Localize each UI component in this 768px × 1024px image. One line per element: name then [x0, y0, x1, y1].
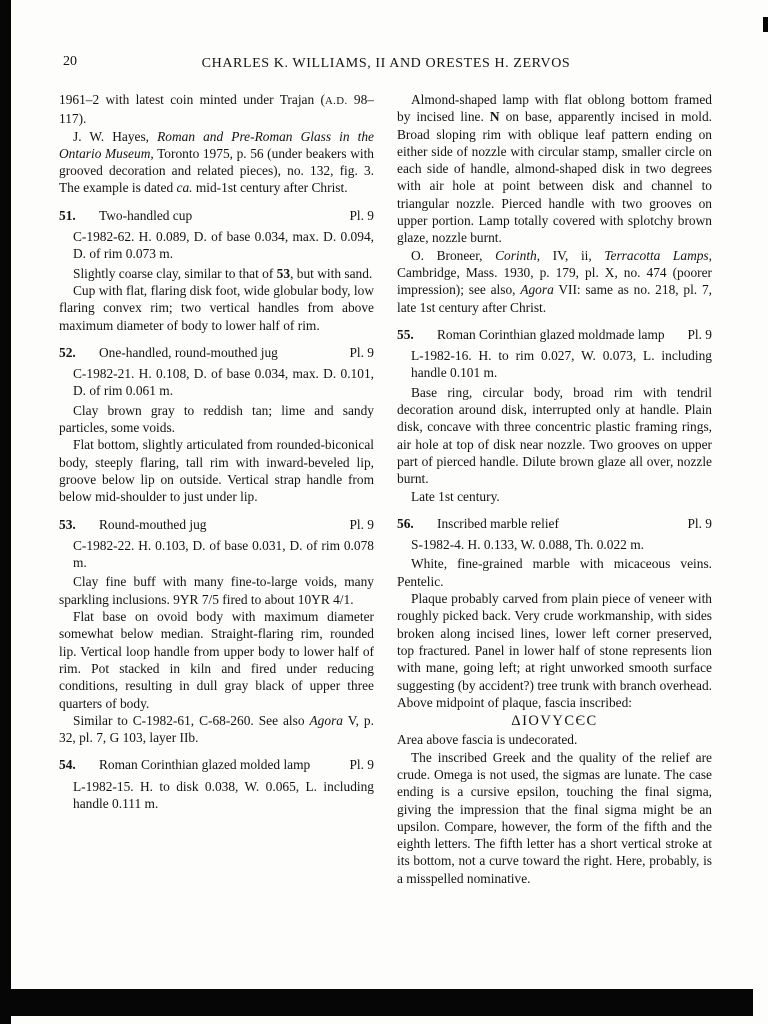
measurements-paragraph: L-1982-15. H. to disk 0.038, W. 0.065, L. including handle 0.111 m.	[73, 778, 374, 811]
catalog-entry-heading	[59, 516, 374, 533]
plate-reference: Pl. 9	[349, 207, 374, 223]
entry-number: 56.	[397, 515, 414, 531]
scan-mark-top-right	[763, 17, 768, 32]
entry-title: Two-handled cup	[99, 207, 193, 223]
paragraph	[397, 590, 712, 711]
text-run: Area above fascia is undecorated.	[397, 732, 578, 748]
text-run: , IV, ii,	[536, 247, 605, 263]
text-run: Base ring, circular body, broad rim with tendril decoration around disk, interrupted only at handle. Plain disk, concave with three concentric plastic framing rings, air hole at top of disk near nozzle. Two grooves on upper part of pierced handle. Dilute brown glaze all over, nozzle burnt.	[397, 384, 712, 487]
plate-reference: Pl. 9	[349, 757, 374, 773]
paragraph	[397, 488, 712, 505]
text-run: Late 1st century.	[411, 488, 500, 504]
entry-title: Roman Corinthian glazed molded lamp	[99, 757, 311, 773]
text-run: VII: same as no. 218, pl. 7, late 1st century after Christ.	[397, 282, 712, 315]
catalog-entry-heading	[397, 326, 712, 343]
text-run: mid-1st century after Christ.	[192, 180, 348, 196]
paragraph	[59, 128, 374, 197]
plate-reference: Pl. 9	[687, 326, 712, 342]
text-run: J. W. Hayes,	[73, 128, 158, 144]
measurements-paragraph: C-1982-21. H. 0.108, D. of base 0.034, max. D. 0.101, D. of rim 0.061 m.	[73, 366, 374, 399]
entry-number: 54.	[59, 757, 76, 773]
measurements-paragraph: C-1982-62. H. 0.089, D. of base 0.034, max. D. 0.094, D. of rim 0.073 m.	[73, 229, 374, 262]
text-run: 1961–2 with latest coin minted under Trajan (	[59, 92, 325, 107]
text-run: Slightly coarse clay, similar to that of	[73, 265, 277, 281]
page-number: 20	[63, 54, 77, 69]
paragraph	[397, 731, 712, 748]
text-run: Similar to C-1982-61, C-68-260. See also	[73, 712, 310, 728]
italic-text: Corinth	[495, 247, 537, 263]
catalog-entry-heading	[59, 344, 374, 361]
measurements-paragraph: S-1982-4. H. 0.133, W. 0.088, Th. 0.022 m.	[411, 537, 644, 553]
text-run: Almond-shaped lamp with flat oblong bottom framed by incised line.	[397, 92, 712, 125]
paragraph	[59, 282, 374, 334]
text-run: The inscribed Greek and the quality of the relief are crude. Omega is not used, the sigmas are lunate. The case ending is a cursive epsilon, touching the final sigma, giving the impression that the final sigma might be an upsilon. Compare, however, the form of the fifth and the eighth letters. The fifth letter has a short vertical stroke at its bottom, not a curve toward the right. Here, probably, is a misspelled nominative.	[397, 749, 712, 886]
italic-text: Agora	[520, 282, 554, 298]
paragraph	[397, 555, 712, 590]
paragraph	[397, 749, 712, 887]
running-head: CHARLES K. WILLIAMS, II AND ORESTES H. ZERVOS	[201, 56, 571, 71]
paragraph	[59, 265, 374, 282]
paragraph	[397, 91, 712, 247]
catalog-entry-heading	[59, 756, 374, 773]
entry-number: 52.	[59, 344, 76, 360]
plate-reference: Pl. 9	[687, 515, 712, 531]
paragraph	[59, 608, 374, 712]
two-column-text	[59, 91, 712, 964]
smallcaps-text: A.D.	[324, 95, 348, 107]
paragraph	[59, 573, 374, 608]
text-run: White, fine-grained marble with micaceous veins. Pentelic.	[397, 556, 712, 589]
paragraph	[59, 91, 374, 128]
paragraph	[59, 436, 374, 505]
text-run: , Toronto 1975, p. 56 (under beakers with grooved decoration and related pieces), no. 132, fig. 3. The example is dated	[59, 145, 374, 196]
paragraph	[59, 402, 374, 437]
paragraph	[397, 247, 712, 316]
text-run: Flat base on ovoid body with maximum diameter somewhat below median. Straight-flaring rim, rounded lip. Vertical loop handle from upper body to lower half of rim. Pot stacked in kiln and fired under reducing conditions, resulting in dull gray black of upper three quarters of body.	[59, 609, 374, 711]
entry-title: One-handled, round-mouthed jug	[99, 344, 278, 360]
text-run: Plaque probably carved from plain piece of veneer with roughly picked back. Very crude workmanship, with sides broken along incised lines, lower left corner preserved, top fractured. Panel in lower half of stone represents lion with mane, going left; at right unworked smooth surface suggesting (by accident?) tree trunk with branch overhead. Above midpoint of plaque, fascia inscribed:	[397, 591, 712, 710]
scan-edge-bottom	[0, 989, 753, 1016]
right-column	[397, 91, 712, 964]
paragraph	[397, 384, 712, 488]
entry-title: Round-mouthed jug	[99, 516, 207, 532]
text-run: V, p. 32, pl. 7, G 103, layer IIb.	[59, 712, 374, 746]
text-run: Clay fine buff with many fine-to-large voids, many sparkling inclusions. 9YR 7/5 fired to about 10YR 4/1.	[59, 574, 374, 607]
text-run: 98–117).	[59, 92, 374, 127]
text-run: , but with sand.	[290, 265, 373, 281]
entry-number: 53.	[59, 516, 76, 532]
page-header	[60, 54, 712, 72]
catalog-entry-heading	[397, 515, 712, 532]
bold-text: N	[489, 109, 500, 125]
measurements-paragraph: C-1982-22. H. 0.103, D. of base 0.031, D. of rim 0.078 m.	[73, 537, 374, 571]
entry-number: 51.	[59, 207, 76, 223]
plate-reference: Pl. 9	[349, 516, 374, 532]
scan-edge-left	[0, 0, 11, 1024]
text-run: on base, apparently incised in mold. Broad sloping rim with oblique leaf pattern ending on either side of nozzle with circular stamp, smaller circle on each side of handle, almond-shaped disk in two degrees with air hole at point between disk and channel to triangular nozzle. Pierced handle with two grooves on upper portion. Lamp totally covered with splotchy brown glaze, nozzle burnt.	[397, 109, 712, 246]
entry-number: 55.	[397, 326, 414, 342]
text-run: , Cambridge, Mass. 1930, p. 179, pl. X, no. 474 (poorer impression); see also,	[397, 247, 712, 298]
left-column	[59, 91, 374, 964]
entry-title: Roman Corinthian glazed moldmade lamp	[437, 326, 665, 342]
text-run: Clay brown gray to reddish tan; lime and sandy particles, some voids.	[59, 402, 374, 436]
greek-inscription: ΔΙΟVYCЄC	[511, 713, 598, 730]
measurements-paragraph: L-1982-16. H. to rim 0.027, W. 0.073, L. including handle 0.101 m.	[411, 348, 712, 381]
text-run: Flat bottom, slightly articulated from rounded-biconical body, steeply flaring, tall rim with inward-beveled lip, groove below lip on outside. Vertical strap handle from below mid-shoulder to just under lip.	[59, 437, 374, 505]
italic-text: Roman and Pre-Roman Glass in the Ontario Museum	[59, 128, 374, 161]
entry-title: Inscribed marble relief	[437, 515, 559, 531]
plate-reference: Pl. 9	[349, 344, 374, 360]
catalog-entry-heading	[59, 207, 374, 224]
text-run: Cup with flat, flaring disk foot, wide globular body, low flaring convex rim; two vertical handles from above maximum diameter of body to lower half of rim.	[59, 282, 374, 333]
italic-text: ca.	[176, 180, 193, 196]
bold-text: 53	[276, 265, 291, 281]
paragraph	[59, 712, 374, 747]
text-run: O. Broneer,	[411, 247, 496, 263]
italic-text: Agora	[309, 712, 343, 728]
italic-text: Terracotta Lamps	[604, 247, 709, 263]
